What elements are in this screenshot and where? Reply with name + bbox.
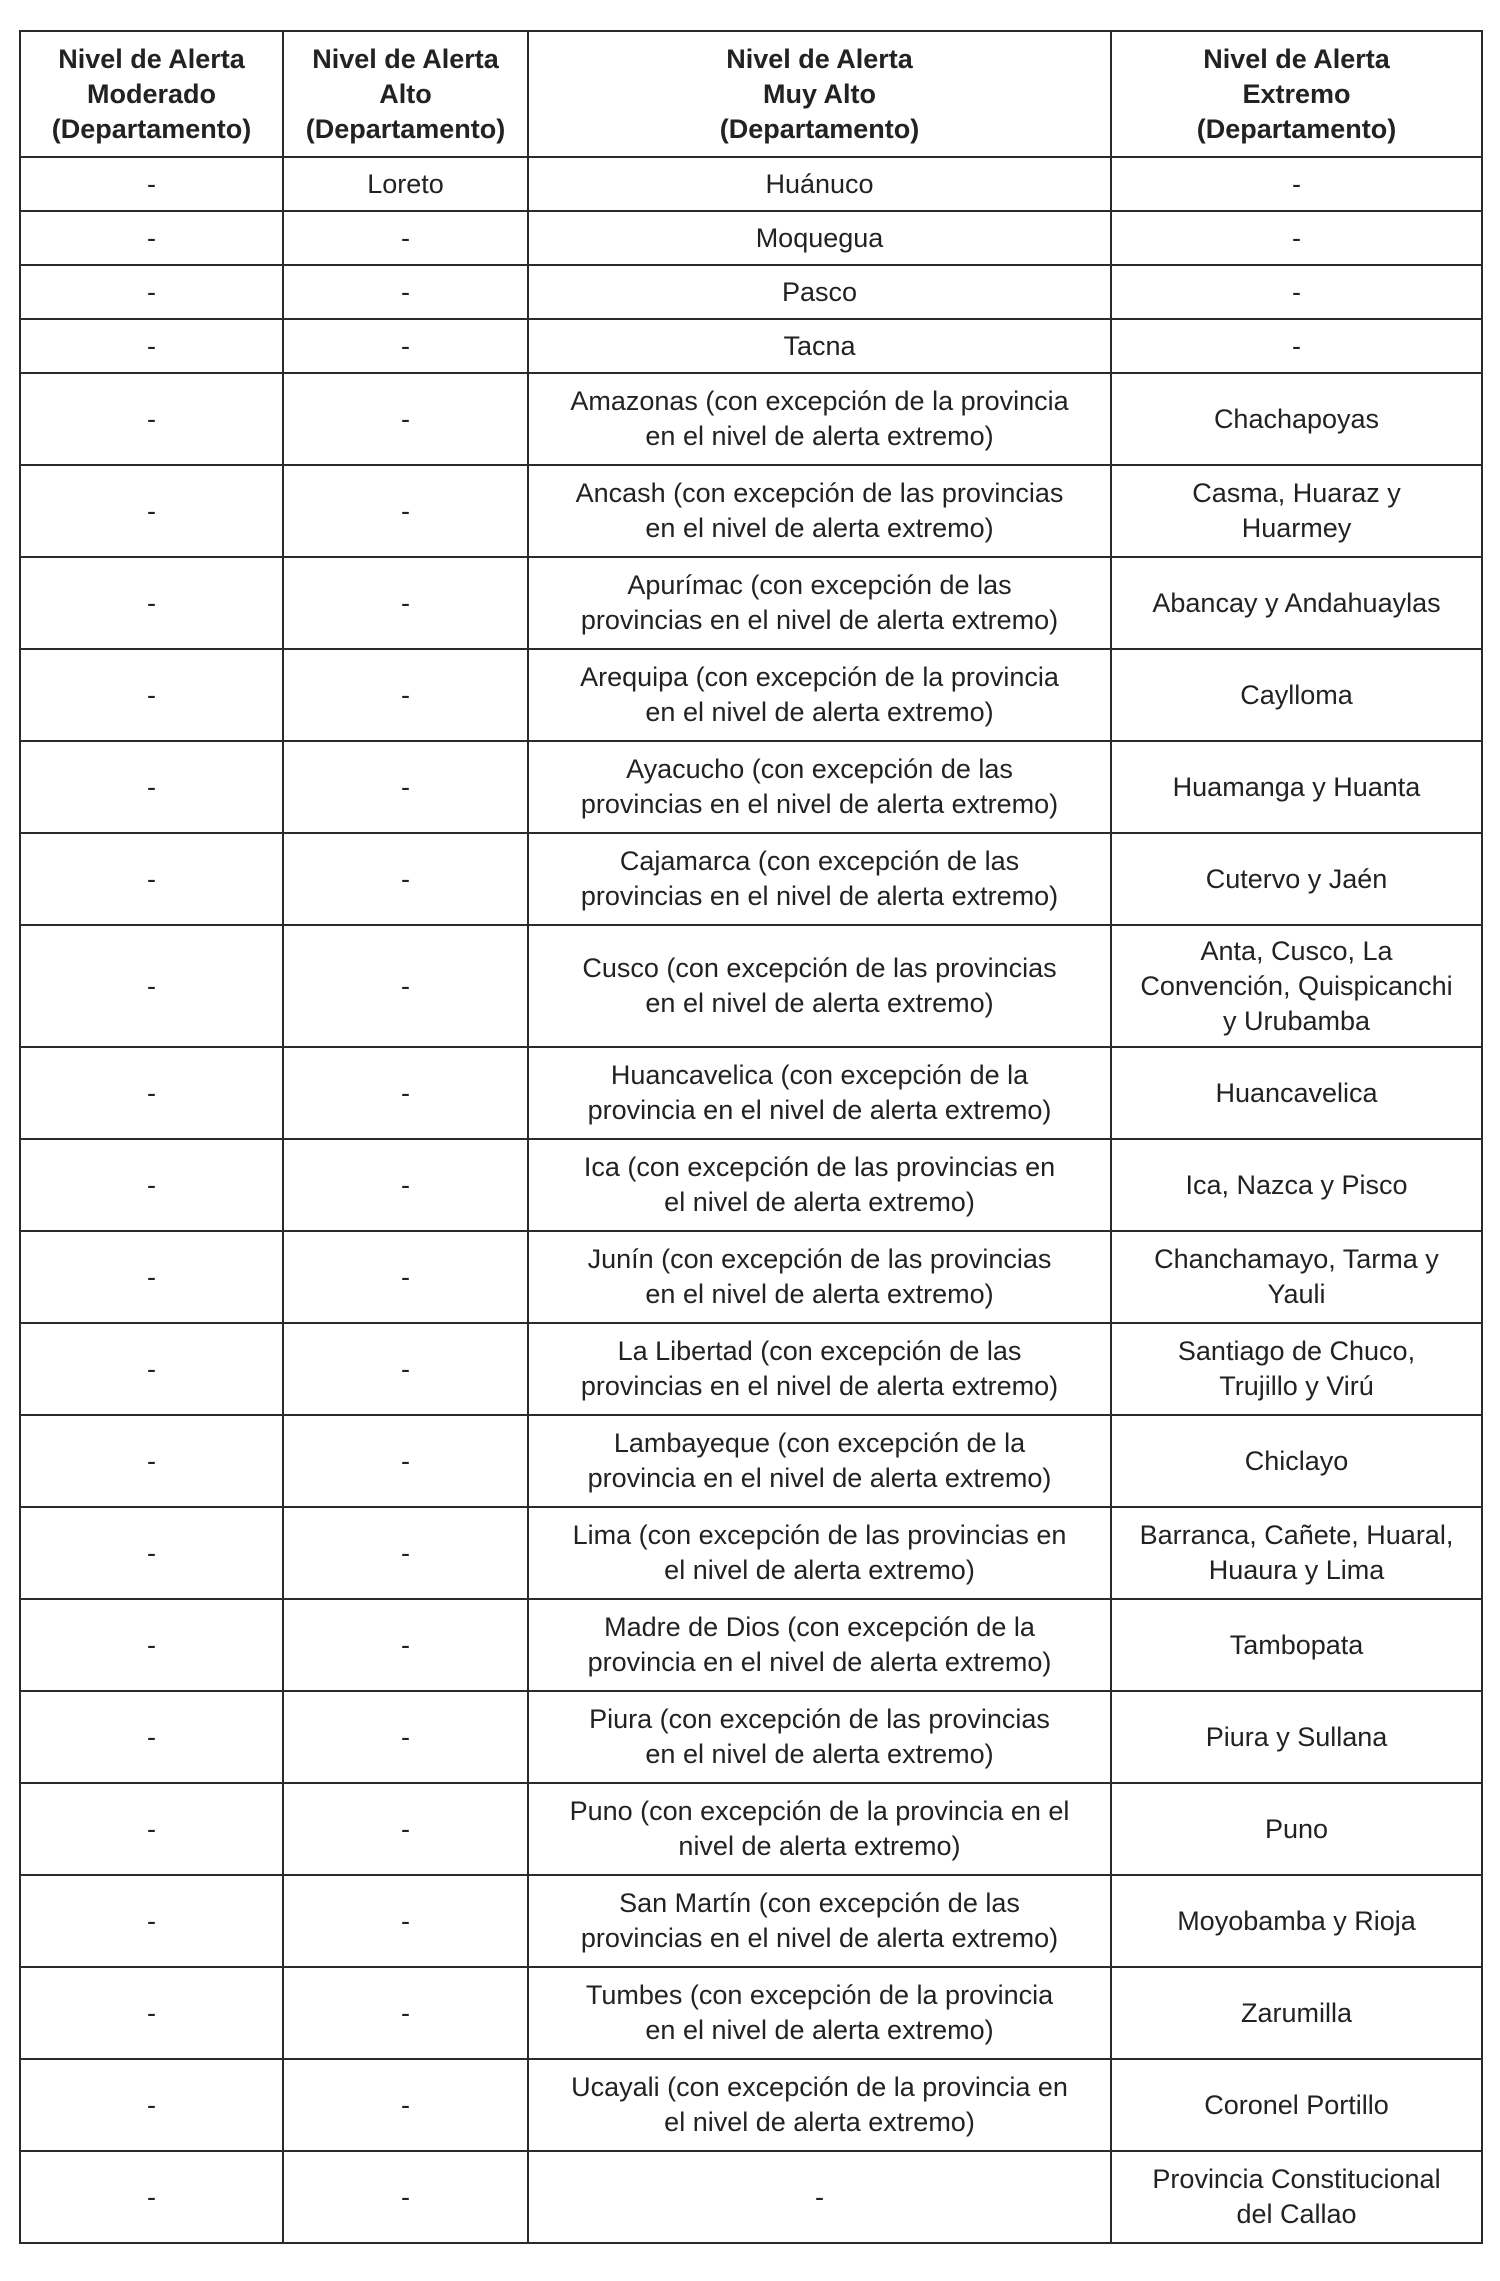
table-row [20, 157, 1482, 211]
cell-alto: - [283, 319, 528, 373]
cell-extremo: Chiclayo [1111, 1415, 1482, 1507]
cell-alto: - [283, 1047, 528, 1139]
cell-extremo: Casma, Huaraz y Huarmey [1111, 465, 1482, 557]
cell-alto: - [283, 1691, 528, 1783]
cell-moderado: - [20, 925, 283, 1047]
cell-extremo: Anta, Cusco, La Convención, Quispicanchi y Urubamba [1111, 925, 1482, 1047]
cell-extremo: Chachapoyas [1111, 373, 1482, 465]
cell-extremo: - [1111, 319, 1482, 373]
cell-alto: - [283, 1507, 528, 1599]
cell-moderado: - [20, 649, 283, 741]
cell-extremo: Cutervo y Jaén [1111, 833, 1482, 925]
header-row [20, 31, 1482, 157]
cell-moderado: - [20, 1967, 283, 2059]
cell-extremo: Barranca, Cañete, Huaral, Huaura y Lima [1111, 1507, 1482, 1599]
cell-muy-alto: Lambayeque (con excepción de la provincia en el nivel de alerta extremo) [528, 1415, 1111, 1507]
table-row [20, 1599, 1482, 1691]
cell-moderado: - [20, 1691, 283, 1783]
cell-alto: - [283, 1139, 528, 1231]
cell-muy-alto: - [528, 2151, 1111, 2243]
cell-extremo: Abancay y Andahuaylas [1111, 557, 1482, 649]
cell-muy-alto: Cusco (con excepción de las provincias en el nivel de alerta extremo) [528, 925, 1111, 1047]
cell-alto: - [283, 1599, 528, 1691]
cell-muy-alto: Ica (con excepción de las provincias en el nivel de alerta extremo) [528, 1139, 1111, 1231]
cell-muy-alto: Ayacucho (con excepción de las provincias en el nivel de alerta extremo) [528, 741, 1111, 833]
alert-level-table [19, 30, 1483, 2244]
table-row [20, 649, 1482, 741]
cell-muy-alto: Piura (con excepción de las provincias en el nivel de alerta extremo) [528, 1691, 1111, 1783]
cell-extremo: Tambopata [1111, 1599, 1482, 1691]
cell-alto: - [283, 465, 528, 557]
cell-moderado: - [20, 1231, 283, 1323]
table-row [20, 1139, 1482, 1231]
cell-moderado: - [20, 1507, 283, 1599]
cell-moderado: - [20, 741, 283, 833]
table-row [20, 833, 1482, 925]
table-row [20, 925, 1482, 1047]
cell-muy-alto: Puno (con excepción de la provincia en el nivel de alerta extremo) [528, 1783, 1111, 1875]
cell-alto: - [283, 1967, 528, 2059]
cell-alto: - [283, 211, 528, 265]
cell-muy-alto: San Martín (con excepción de las provincias en el nivel de alerta extremo) [528, 1875, 1111, 1967]
table-body [20, 157, 1482, 2243]
cell-alto: - [283, 2151, 528, 2243]
cell-moderado: - [20, 557, 283, 649]
table-row [20, 265, 1482, 319]
table-row [20, 1323, 1482, 1415]
cell-moderado: - [20, 1783, 283, 1875]
cell-muy-alto: Arequipa (con excepción de la provincia en el nivel de alerta extremo) [528, 649, 1111, 741]
table-row [20, 465, 1482, 557]
table-header [20, 31, 1482, 157]
cell-muy-alto: Huánuco [528, 157, 1111, 211]
cell-moderado: - [20, 1415, 283, 1507]
cell-moderado: - [20, 1875, 283, 1967]
cell-moderado: - [20, 373, 283, 465]
cell-alto: - [283, 1875, 528, 1967]
cell-moderado: - [20, 833, 283, 925]
cell-extremo: Ica, Nazca y Pisco [1111, 1139, 1482, 1231]
cell-alto: - [283, 2059, 528, 2151]
cell-muy-alto: Moquegua [528, 211, 1111, 265]
cell-muy-alto: Cajamarca (con excepción de las provincias en el nivel de alerta extremo) [528, 833, 1111, 925]
cell-alto: - [283, 1783, 528, 1875]
cell-muy-alto: La Libertad (con excepción de las provincias en el nivel de alerta extremo) [528, 1323, 1111, 1415]
cell-muy-alto: Pasco [528, 265, 1111, 319]
header-muy-alto: Nivel de Alerta Muy Alto (Departamento) [528, 31, 1111, 157]
cell-moderado: - [20, 157, 283, 211]
cell-alto: - [283, 741, 528, 833]
table-row [20, 319, 1482, 373]
table-row [20, 1783, 1482, 1875]
cell-alto: - [283, 1231, 528, 1323]
cell-muy-alto: Ucayali (con excepción de la provincia en el nivel de alerta extremo) [528, 2059, 1111, 2151]
cell-alto: - [283, 1323, 528, 1415]
cell-extremo: - [1111, 157, 1482, 211]
cell-muy-alto: Lima (con excepción de las provincias en el nivel de alerta extremo) [528, 1507, 1111, 1599]
cell-muy-alto: Tacna [528, 319, 1111, 373]
cell-extremo: Chanchamayo, Tarma y Yauli [1111, 1231, 1482, 1323]
cell-extremo: Huamanga y Huanta [1111, 741, 1482, 833]
cell-alto: - [283, 649, 528, 741]
table-row [20, 1415, 1482, 1507]
cell-muy-alto: Madre de Dios (con excepción de la provincia en el nivel de alerta extremo) [528, 1599, 1111, 1691]
cell-muy-alto: Tumbes (con excepción de la provincia en el nivel de alerta extremo) [528, 1967, 1111, 2059]
cell-extremo: Puno [1111, 1783, 1482, 1875]
cell-muy-alto: Junín (con excepción de las provincias en el nivel de alerta extremo) [528, 1231, 1111, 1323]
cell-extremo: Huancavelica [1111, 1047, 1482, 1139]
cell-alto: - [283, 1415, 528, 1507]
table-row [20, 211, 1482, 265]
header-extremo: Nivel de Alerta Extremo (Departamento) [1111, 31, 1482, 157]
cell-alto: - [283, 373, 528, 465]
table-row [20, 2151, 1482, 2243]
table-row [20, 1231, 1482, 1323]
table-row [20, 1507, 1482, 1599]
cell-moderado: - [20, 1323, 283, 1415]
cell-moderado: - [20, 319, 283, 373]
cell-muy-alto: Apurímac (con excepción de las provincias en el nivel de alerta extremo) [528, 557, 1111, 649]
table-row [20, 1875, 1482, 1967]
header-moderado: Nivel de Alerta Moderado (Departamento) [20, 31, 283, 157]
cell-extremo: Piura y Sullana [1111, 1691, 1482, 1783]
cell-extremo: Zarumilla [1111, 1967, 1482, 2059]
header-alto: Nivel de Alerta Alto (Departamento) [283, 31, 528, 157]
cell-extremo: Santiago de Chuco, Trujillo y Virú [1111, 1323, 1482, 1415]
cell-extremo: Moyobamba y Rioja [1111, 1875, 1482, 1967]
cell-alto: - [283, 925, 528, 1047]
cell-alto: - [283, 265, 528, 319]
cell-muy-alto: Huancavelica (con excepción de la provincia en el nivel de alerta extremo) [528, 1047, 1111, 1139]
cell-moderado: - [20, 1599, 283, 1691]
cell-muy-alto: Amazonas (con excepción de la provincia en el nivel de alerta extremo) [528, 373, 1111, 465]
cell-moderado: - [20, 1139, 283, 1231]
cell-alto: Loreto [283, 157, 528, 211]
cell-alto: - [283, 833, 528, 925]
cell-moderado: - [20, 465, 283, 557]
cell-muy-alto: Ancash (con excepción de las provincias en el nivel de alerta extremo) [528, 465, 1111, 557]
cell-extremo: Coronel Portillo [1111, 2059, 1482, 2151]
table-row [20, 1047, 1482, 1139]
table-row [20, 373, 1482, 465]
table-row [20, 557, 1482, 649]
cell-extremo: - [1111, 211, 1482, 265]
cell-moderado: - [20, 2059, 283, 2151]
cell-moderado: - [20, 1047, 283, 1139]
cell-alto: - [283, 557, 528, 649]
table-row [20, 1967, 1482, 2059]
cell-extremo: - [1111, 265, 1482, 319]
table-row [20, 741, 1482, 833]
cell-extremo: Provincia Constitucional del Callao [1111, 2151, 1482, 2243]
cell-moderado: - [20, 211, 283, 265]
cell-moderado: - [20, 2151, 283, 2243]
cell-extremo: Caylloma [1111, 649, 1482, 741]
cell-moderado: - [20, 265, 283, 319]
table-row [20, 1691, 1482, 1783]
table-row [20, 2059, 1482, 2151]
